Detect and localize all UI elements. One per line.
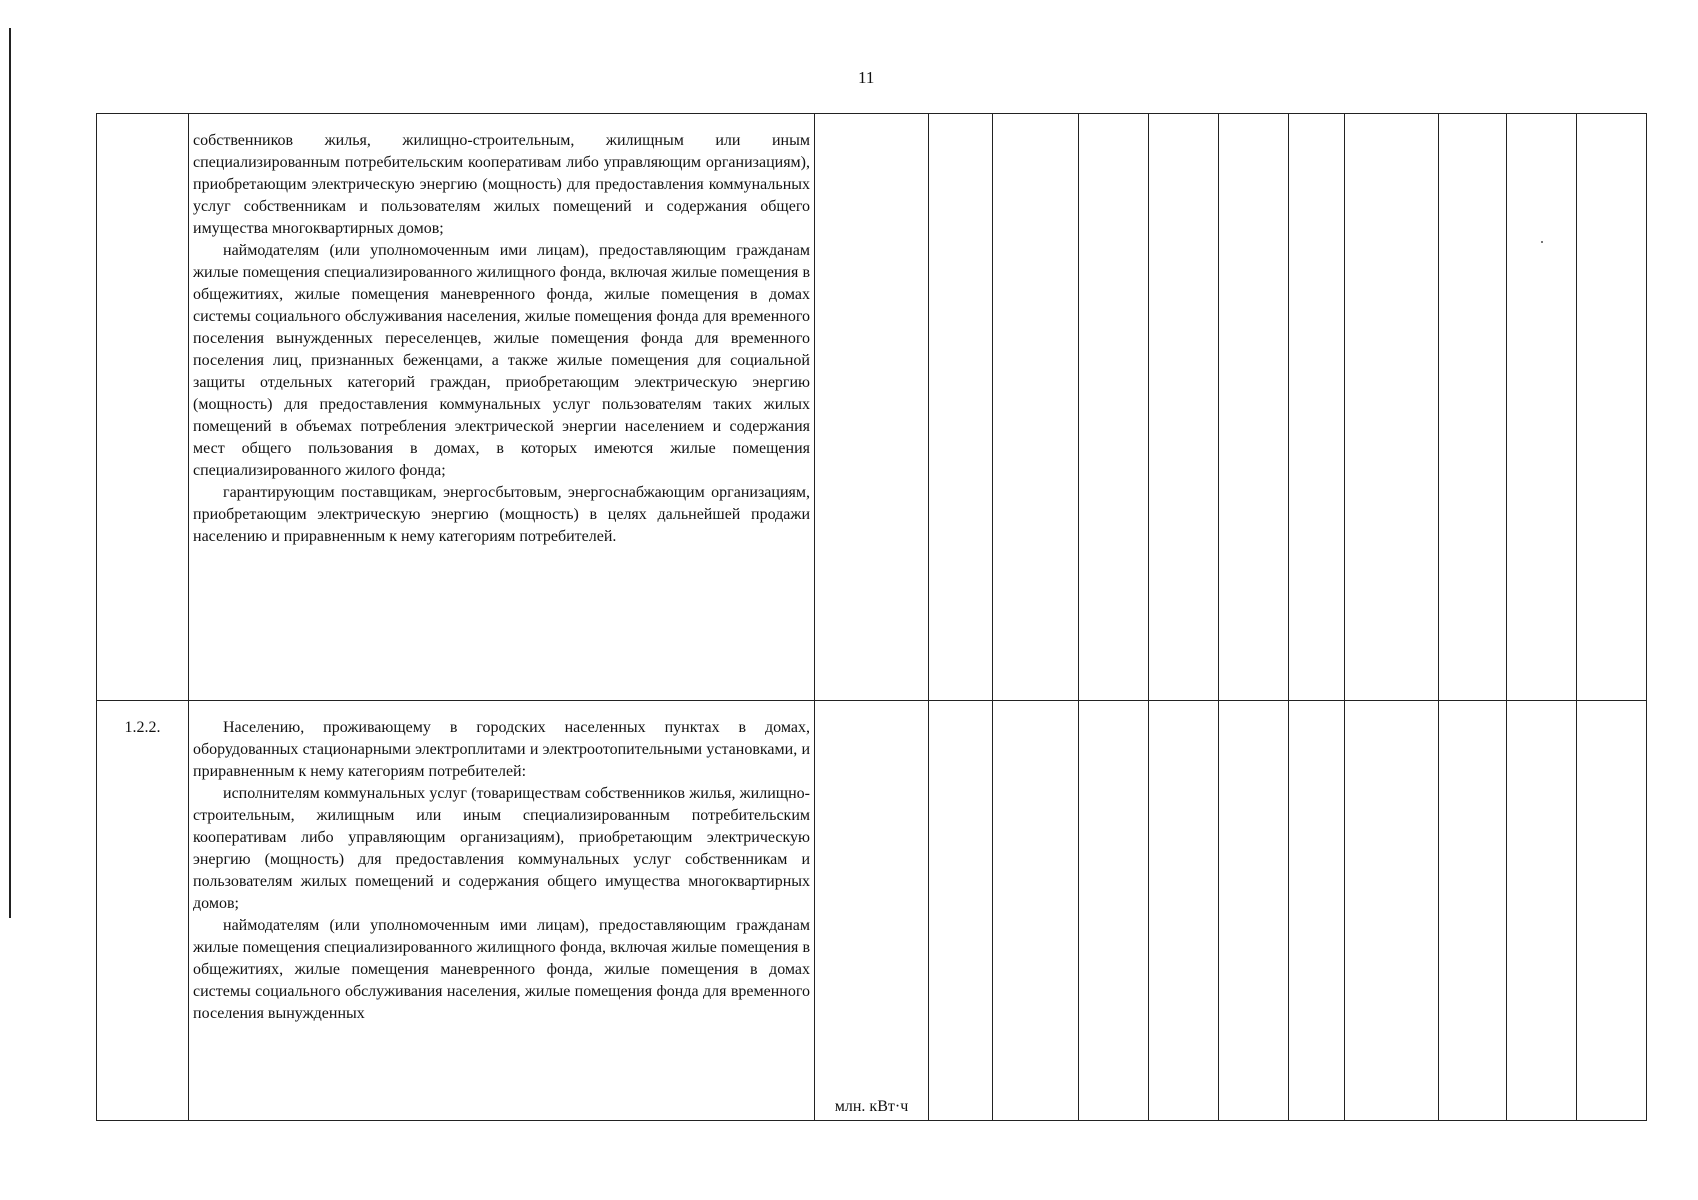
value-cell xyxy=(1507,701,1577,1121)
paragraph: Населению, проживающему в городских населенных пунктах в домах, оборудованных стационарными электроплитами и электроотопительными установками, и приравненным к нему категориям потребителей: xyxy=(193,719,810,780)
value-cell xyxy=(1289,114,1345,701)
value-cell xyxy=(1439,701,1507,1121)
value-cell xyxy=(993,114,1079,701)
value-cell xyxy=(1577,114,1647,701)
value-cell xyxy=(929,701,993,1121)
value-cell xyxy=(1219,701,1289,1121)
unit-label: млн. кВт·ч xyxy=(834,1098,909,1115)
page-number: 11 xyxy=(858,68,875,87)
value-cell xyxy=(1149,114,1219,701)
unit-cell xyxy=(815,114,929,701)
value-cell xyxy=(1345,701,1439,1121)
value-cell xyxy=(929,114,993,701)
left-margin-line xyxy=(9,28,11,918)
value-cell xyxy=(1439,114,1507,701)
paragraph: исполнителям коммунальных услуг (товариществам собственников жилья, жилищно-строительным, жилищным или иным специализированным потребительским кооперативам либо управляющим организациям), приобретающим электрическую энергию (мощность) для предоставления коммунальных услуг собственникам и пользователям жилых помещений и содержания общего имущества многоквартирных домов; xyxy=(193,785,810,912)
row-number: 1.2.2. xyxy=(97,701,189,1121)
value-cell xyxy=(1079,114,1149,701)
table-row-2 xyxy=(97,701,1647,1121)
value-cell xyxy=(1079,701,1149,1121)
row-description xyxy=(189,114,815,701)
paragraph: наймодателям (или уполномоченным ими лицам), предоставляющим гражданам жилые помещения специализированного жилищного фонда, включая жилые помещения в общежитиях, жилые помещения маневренного фонда, жилые помещения в домах системы социального обслуживания населения, жилые помещения фонда для временного поселения вынужденных переселенцев, жилые помещения фонда для временного поселения лиц, признанных беженцами, а также жилые помещения для социальной защиты отдельных категорий граждан, приобретающим электрическую энергию (мощность) для предоставления коммунальных услуг пользователям таких жилых помещений в объемах потребления электрической энергии населением и содержания мест общего пользования в домах, в которых имеются жилые помещения специализированного жилого фонда; xyxy=(193,242,810,479)
value-cell xyxy=(1219,114,1289,701)
table-row-1 xyxy=(97,114,1647,701)
value-cell xyxy=(993,701,1079,1121)
value-cell xyxy=(1149,701,1219,1121)
unit-cell xyxy=(815,701,929,1121)
paragraph: собственников жилья, жилищно-строительным, жилищным или иным специализированным потребительским кооперативам либо управляющим организациям), приобретающим электрическую энергию (мощность) для предоставления коммунальных услуг собственникам и пользователям жилых помещений и содержания общего имущества многоквартирных домов; xyxy=(193,132,810,237)
paragraph: наймодателям (или уполномоченным ими лицам), предоставляющим гражданам жилые помещения специализированного жилищного фонда, включая жилые помещения в общежитиях, жилые помещения маневренного фонда, жилые помещения в домах системы социального обслуживания населения, жилые помещения фонда для временного поселения вынужденных xyxy=(193,917,810,1022)
value-cell xyxy=(1507,114,1577,701)
paragraph: гарантирующим поставщикам, энергосбытовым, энергоснабжающим организациям, приобретающим электрическую энергию (мощность) в целях дальнейшей продажи населению и приравненным к нему категориям потребителей. xyxy=(193,484,810,545)
row-number xyxy=(97,114,189,701)
tariff-table xyxy=(96,113,1647,1121)
row-description xyxy=(189,701,815,1121)
value-cell xyxy=(1577,701,1647,1121)
value-cell xyxy=(1345,114,1439,701)
value-cell xyxy=(1289,701,1345,1121)
